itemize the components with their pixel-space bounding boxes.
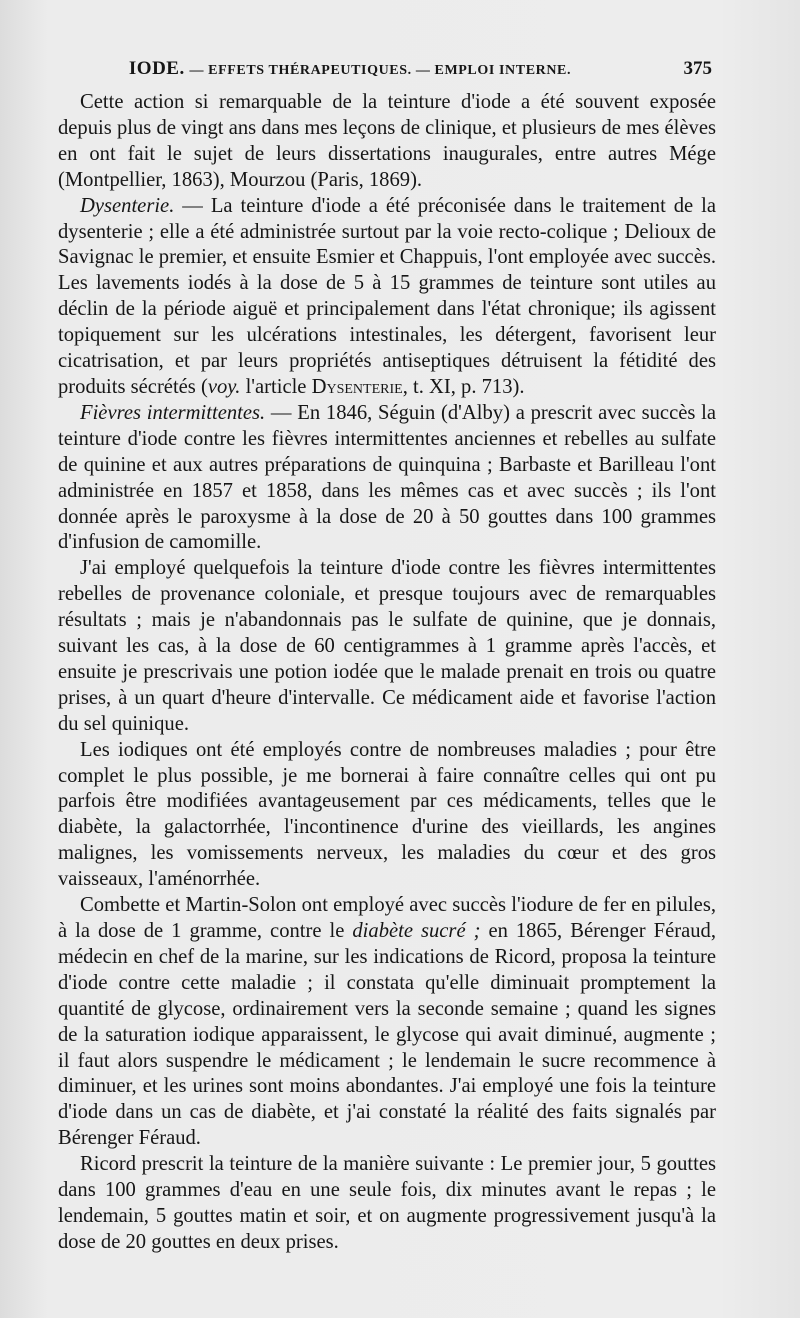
paragraph-diabete: [58, 893, 716, 1152]
paragraph-text: Cette action si remarquable de la teinture d'iode a été souvent exposée depuis plus de vingt ans dans mes leçons de clinique, et plusieurs de mes élèves en ont fait le sujet de leurs dissertations inaugurales, entre autres Mége (Montpellier, 1863), Mourzou (Paris, 1869).: [58, 91, 716, 191]
running-head-title: IODE.: [128, 58, 185, 79]
paragraph-fievres-intermittentes: [58, 401, 716, 556]
section-label-dysenterie: Dysenterie.: [80, 194, 175, 217]
paragraph-text: Ricord prescrit la teinture de la manière suivante : Le premier jour, 5 gouttes dans 100 grammes d'eau en une seule fois, dix minutes avant le repas ; le lendemain, 5 gouttes matin et soir, et on augmente progressivement jusqu'à la dose de 20 gouttes en deux prises.: [58, 1153, 716, 1253]
paragraph-text: en 1865, Bérenger Féraud, médecin en chef de la marine, sur les indications de Ricord, proposa la teinture d'iode contre cette maladie ; il constata qu'elle diminuait promptement la quantité de glycose, ordinairement vers la seconde semaine ; quand les signes de la saturation iodique apparaissent, le glycose qui avait diminué, augmente ; il faut alors suspendre le médicament ; le lendemain le sucre recommence à diminuer, et les urines sont moins abondantes. J'ai employé une fois la teinture d'iode dans un cas de diabète, et j'ai constaté la réalité des faits signalés par Bérenger Féraud.: [58, 920, 716, 1150]
paragraph-text: Combette et Martin-Solon ont employé avec succès l'iodure de fer en pilules, à la dose de 1 gramme, contre le: [58, 894, 716, 942]
page-header: [60, 58, 720, 88]
voy-abbrev: voy.: [207, 375, 241, 398]
running-head-subtitle: — EFFETS THÉRAPEUTIQUES. — EMPLOI INTERNE.: [189, 63, 572, 78]
paragraph-text: — En 1846, Séguin (d'Alby) a prescrit avec succès la teinture d'iode contre les fièvres intermittentes anciennes et rebelles au sulfate de quinine et aux autres préparations de quinquina ; Barbaste et Barilleau l'ont administrée en 1857 et 1858, dans les mêmes cas et avec succès ; ils l'ont donnée après le paroxysme à la dose de 20 à 50 gouttes dans 100 grammes d'infusion de camomille.: [58, 401, 716, 554]
paragraph-text: J'ai employé quelquefois la teinture d'iode contre les fièvres intermittentes rebelles de provenance coloniale, et presque toujours avec de remarquables résultats ; mais je n'abandonnais pas le sulfate de quinine, que je donnais, suivant les cas, à la dose de 60 centigrammes à 1 gramme après l'accès, et ensuite je prescrivais une potion iodée que le malade prenait en trois ou quatre prises, à un quart d'heure d'intervalle. Ce médicament aide et favorise l'action du sel quinique.: [58, 557, 716, 735]
paragraph-dysenterie: [58, 194, 716, 401]
section-label-fievres: Fièvres intermittentes.: [80, 401, 266, 424]
page-number: 375: [683, 58, 712, 79]
emphasis-diabete-sucre: diabète sucré ;: [352, 920, 481, 942]
paragraph-text: l'article: [240, 375, 312, 398]
cross-reference-dysenterie: Dysenterie: [311, 375, 403, 398]
paragraph-teinture-action: [58, 90, 716, 194]
paragraph-text: — La teinture d'iode a été préconisée dans le traitement de la dysenterie ; elle a été administrée surtout par la voie recto-colique ; Delioux de Savignac le premier, et ensuite Esmier et Chappuis, l'ont employée avec succès. Les lavements iodés à la dose de 5 à 15 grammes de teinture sont utiles au déclin de la période aiguë et principalement dans l'état chronique; ils agissent topiquement sur les ulcérations intestinales, les détergent, favorisent leur cicatrisation, et par leurs propriétés antiseptiques détruisent la fétidité des produits sécrétés (: [58, 194, 716, 398]
paragraph-text: Les iodiques ont été employés contre de nombreuses maladies ; pour être complet le plus possible, je me bornerai à faire connaître celles qui ont pu parfois être modifiées avantageusement par ces médicaments, telles que le diabète, la galactorrhée, l'incontinence d'urine des vieillards, les angines malignes, les vomissements nerveux, les maladies du cœur et des gros vaisseaux, l'aménorrhée.: [58, 738, 716, 891]
paragraph-text: , t. XI, p. 713).: [402, 375, 525, 398]
paragraph-ricord-prescription: [58, 1152, 716, 1256]
body-text: [58, 90, 716, 1256]
running-head: [60, 58, 640, 80]
paragraph-fievres-coloniales: [58, 556, 716, 737]
paragraph-iodiques-maladies: [58, 738, 716, 893]
